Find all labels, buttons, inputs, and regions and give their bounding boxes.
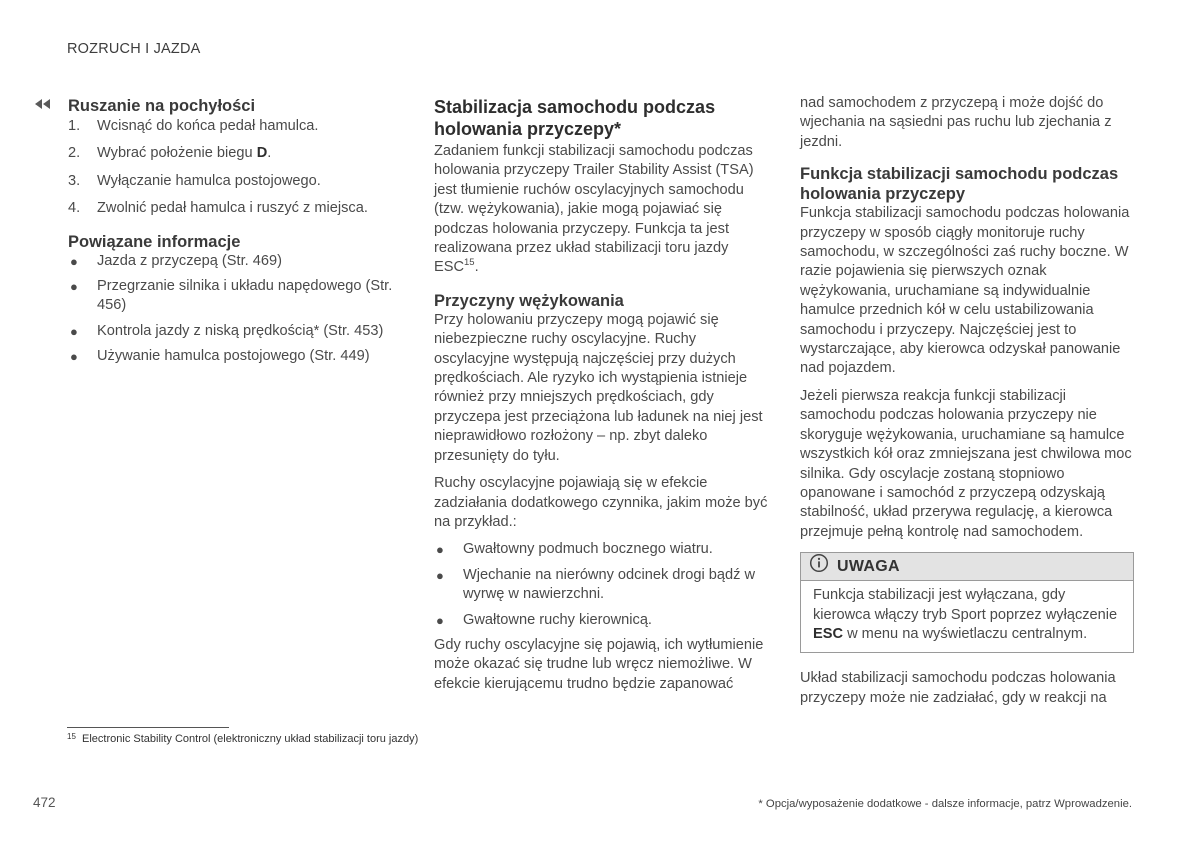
note-header bbox=[801, 553, 1133, 581]
footnote bbox=[67, 732, 418, 746]
step-text: Wybrać położenie biegu bbox=[97, 145, 257, 162]
step-text: Zwolnić pedał hamulca i ruszyć z miejsca. bbox=[97, 200, 368, 217]
step-number: 2. bbox=[68, 145, 81, 162]
section-title: ROZRUCH I JAZDA bbox=[67, 41, 201, 57]
related-link[interactable]: ● Jazda z przyczepą (Str. 469) bbox=[68, 252, 398, 271]
list-item: ● Gwałtowne ruchy kierownicą. bbox=[434, 611, 770, 630]
footnote-number: 15 bbox=[67, 732, 76, 741]
info-icon bbox=[809, 553, 829, 579]
column-middle bbox=[434, 96, 770, 694]
hill-start-steps bbox=[68, 117, 398, 219]
step-text: Wyłączanie hamulca postojowego. bbox=[97, 172, 321, 189]
causes-paragraph-1: Przy holowaniu przyczepy mogą pojawić się niebezpieczne ruchy oscylacyjne. Ruchy oscylacyjne występują najczęściej przy dużych prędkościach. Ale ryzyko ich wystąpienia istnieje również przy mniejszych prędkościach, gdy przyczepa jest przeciążona lub ładunek na niej jest nieprawidłowo rozłożony – np. zbyt daleko przesunięty do tyłu. bbox=[434, 311, 763, 464]
bullet-icon: ● bbox=[436, 612, 444, 628]
bullet-icon: ● bbox=[436, 567, 444, 583]
tsa-title: Stabilizacja samochodu podczas holowania przyczepy* bbox=[434, 97, 716, 139]
step-text: Wcisnąć do końca pedał hamulca. bbox=[97, 118, 319, 134]
option-note: * Opcja/wyposażenie dodatkowe - dalsze informacje, patrz Wprowadzenie. bbox=[758, 798, 1132, 810]
gear-d-label: D bbox=[256, 145, 268, 162]
note-box bbox=[800, 552, 1134, 653]
causes-paragraph-3: Gdy ruchy oscylacyjne się pojawią, ich wytłumienie może okazać się trudne lub wręcz niemożliwe. W efekcie kierującemu trudno będzie zapanować bbox=[434, 636, 764, 692]
continued-paragraph: nad samochodem z przyczepą i może dojść do wjechania na sąsiedni pas ruchu lub zjechania z jezdni. bbox=[800, 95, 1112, 150]
function-paragraph-1: Funkcja stabilizacji samochodu podczas holowania przyczepy w sposób ciągły monitoruje ruchy samochodu, w szczególności zaś ruchy boczne. W razie pojawienia się pierwszych oznak wężykowania, uruchamiane są indywidualnie hamulce przednich kół w celu ustabilizowania samochodu i przyczepy. Najczęściej jest to wystarczające, aby kierowca odzyskał panowanie nad pojazdem. bbox=[800, 205, 1130, 377]
related-link[interactable]: ● Kontrola jazdy z niską prędkością* (Str. 453) bbox=[68, 322, 398, 341]
list-item: ● Wjechanie na nierówny odcinek drogi bądź w wyrwę w nawierzchni. bbox=[436, 566, 756, 603]
causes-paragraph-2: Ruchy oscylacyjne pojawiają się w efekcie zadziałania dodatkowego czynnika, jakim może być na przykład.: bbox=[434, 475, 768, 530]
step-number: 3. bbox=[68, 172, 81, 189]
hill-start-title: Ruszanie na pochyłości bbox=[68, 97, 256, 115]
step-number: 4. bbox=[68, 200, 81, 217]
step-text-end: . bbox=[267, 145, 272, 162]
note-label: UWAGA bbox=[837, 557, 900, 575]
bullet-icon: ● bbox=[436, 542, 444, 558]
bullet-icon: ● bbox=[70, 323, 78, 339]
list-item: ● Gwałtowny podmuch bocznego wiatru. bbox=[434, 540, 770, 559]
related-link[interactable]: ● Używanie hamulca postojowego (Str. 449) bbox=[68, 347, 398, 366]
related-info-title: Powiązane informacje bbox=[68, 232, 241, 251]
last-paragraph: Układ stabilizacji samochodu podczas holowania przyczepy może nie zadziałać, gdy w reakcji na bbox=[800, 670, 1116, 706]
page-number: 472 bbox=[33, 795, 56, 810]
step-item bbox=[68, 117, 398, 136]
bullet-icon: ● bbox=[70, 279, 78, 295]
bullet-icon: ● bbox=[70, 253, 78, 269]
footnote-divider bbox=[67, 727, 229, 728]
related-links bbox=[68, 252, 398, 367]
step-item bbox=[68, 199, 398, 218]
function-paragraph-2: Jeżeli pierwsza reakcja funkcji stabilizacji samochodu podczas holowania przyczepy nie skoryguje wężykowania, uruchamiane są hamulce wszystkich kół oraz zmniejszana jest chwilowa moc silnika. Gdy oscylacje zostaną stopniowo opanowane i samochód z przyczepą odzyskają stabilność, układ przerywa regulację, a kierowca przejmuje pełną kontrolę nad samochodem. bbox=[800, 387, 1132, 540]
tsa-intro: Zadaniem funkcji stabilizacji samochodu podczas holowania przyczepy Trailer Stability Assist (TSA) jest tłumienie ruchów oscylacyjnych samochodu (tzw. wężykowania), jakie mogą pojawiać się podczas holowania przyczepy. Funkcja ta jest realizowana przez układ stabilizacji toru jazdy ESC$^{15}$. bbox=[434, 143, 754, 276]
related-link[interactable]: ● Przegrzanie silnika i układu napędowego (Str. 456) bbox=[70, 278, 393, 314]
causes-list bbox=[434, 540, 770, 630]
footnote-text: Electronic Stability Control (elektroniczny układ stabilizacji toru jazdy) bbox=[82, 733, 419, 745]
step-item bbox=[68, 144, 398, 163]
double-chevron-left-icon[interactable] bbox=[33, 97, 53, 111]
causes-title: Przyczyny wężykowania bbox=[434, 291, 624, 310]
step-number: 1. bbox=[68, 118, 81, 134]
step-item bbox=[68, 172, 398, 191]
esc-label: ESC bbox=[813, 625, 844, 642]
bullet-icon: ● bbox=[70, 349, 78, 365]
function-title: Funkcja stabilizacji samochodu podczas holowania przyczepy bbox=[800, 165, 1119, 204]
footnote-ref[interactable]: 15 bbox=[464, 257, 475, 269]
column-right bbox=[800, 96, 1134, 708]
column-left bbox=[68, 96, 398, 367]
note-text: Funkcja stabilizacji jest wyłączana, gdy kierowca włączy tryb Sport poprzez wyłączenie ESC w menu na wyświetlaczu centralnym. bbox=[813, 587, 1118, 642]
